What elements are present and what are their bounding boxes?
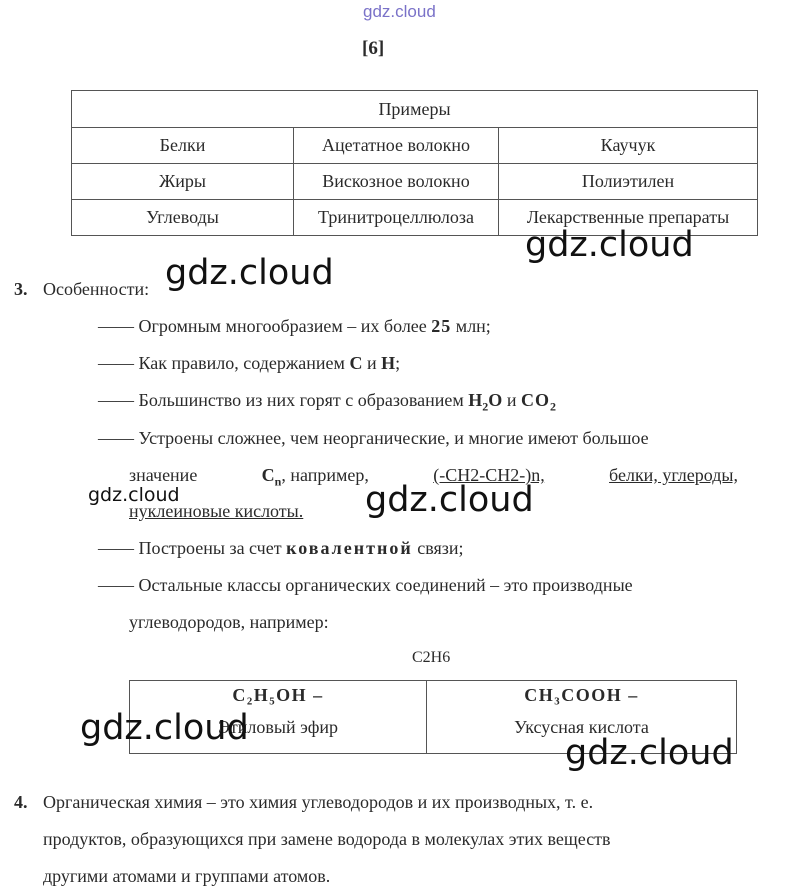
table-cell: Жиры	[72, 164, 294, 200]
list-item: —— Остальные классы органических соединений – это производные	[98, 575, 633, 595]
list-item-continuation: нуклеиновые кислоты.	[129, 501, 304, 521]
watermark: gdz.cloud	[365, 480, 534, 520]
table-cell: Лекарственные препараты	[499, 200, 758, 236]
watermark: gdz.cloud	[525, 225, 694, 265]
compound-name: Этиловый эфир	[217, 717, 338, 737]
table-cell: Полиэтилен	[499, 164, 758, 200]
watermark-top: gdz.cloud	[363, 2, 436, 21]
dash: ——	[98, 538, 134, 558]
examples-table	[71, 90, 758, 236]
watermark: gdz.cloud	[80, 708, 249, 748]
formula: C2H6	[412, 649, 451, 666]
list-item: —— Устроены сложнее, чем неорганические, и многие имеют большое	[98, 428, 649, 448]
section-title: Особенности:	[43, 279, 150, 299]
dash: ——	[98, 428, 134, 448]
table-cell: Углеводы	[72, 200, 294, 236]
reference-number: [6]	[362, 38, 385, 59]
paragraph-line: продуктов, образующихся при замене водорода в молекулах этих веществ	[43, 829, 611, 849]
list-item: —— Как правило, содержанием C и H;	[98, 353, 401, 373]
dash: ——	[98, 575, 134, 595]
dash: ——	[98, 316, 134, 336]
dash: ——	[98, 353, 134, 373]
list-item: —— Большинство из них горят с образованием $H_2O$ и $CO_2$	[98, 390, 556, 414]
formula: C₂H₅OH –	[232, 685, 324, 705]
table-row	[72, 128, 758, 164]
table-cell: Белки	[72, 128, 294, 164]
list-item: —— Построены за счет ковалентной связи;	[98, 538, 464, 558]
table-cell: Вискозное волокно	[294, 164, 499, 200]
section-number: 4.	[14, 792, 28, 812]
section-number: 3.	[14, 279, 28, 299]
formula: CH₃COOH –	[524, 685, 639, 705]
table-cell: Каучук	[499, 128, 758, 164]
list-item-continuation: значение $C_n$, например, (-CH2-CH2-)n, белки, углероды,	[129, 465, 738, 489]
watermark: gdz.cloud	[565, 733, 734, 773]
table-row	[72, 164, 758, 200]
watermark: gdz.cloud	[88, 484, 180, 506]
list-item-continuation: углеводородов, например:	[129, 612, 329, 632]
compound-name: Уксусная кислота	[514, 717, 649, 737]
examples-table-header: Примеры	[72, 91, 758, 128]
table-cell: Ацетатное волокно	[294, 128, 499, 164]
table-cell: Тринитроцеллюлоза	[294, 200, 499, 236]
dash: ——	[98, 390, 134, 410]
paragraph-line: Органическая химия – это химия углеводородов и их производных, т. е.	[43, 792, 594, 812]
watermark: gdz.cloud	[165, 253, 334, 293]
paragraph-line: другими атомами и группами атомов.	[43, 866, 331, 886]
list-item: —— Огромным многообразием – их более 25 млн;	[98, 316, 491, 336]
